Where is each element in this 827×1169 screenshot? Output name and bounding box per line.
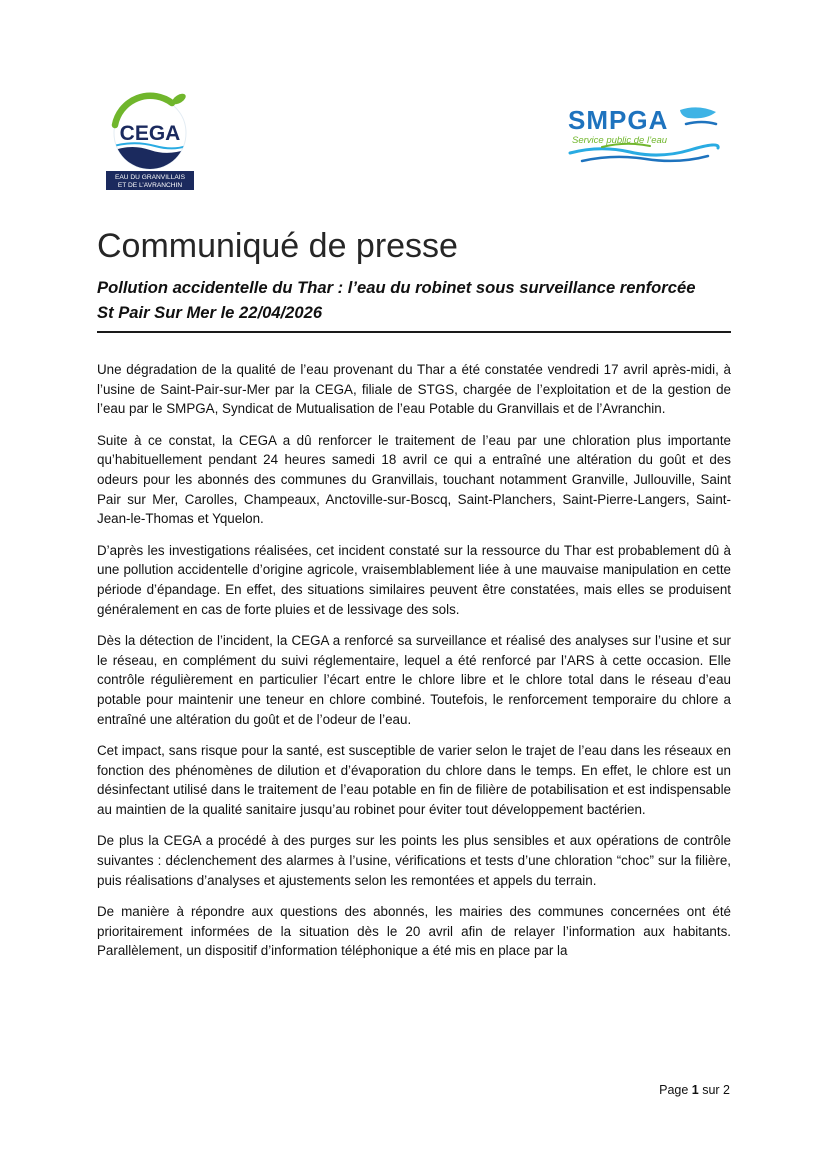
smpga-tagline-text: Service public de l’eau [572,135,668,146]
paragraph: Cet impact, sans risque pour la santé, est susceptible de varier selon le trajet de l’eau dans les réseaux en fonction des phénomènes de dilution et d’évaporation du chlore dans le temps. En effet, le chlore est un désinfectant utilisé dans le traitement de l’eau potable en fin de filière de potabilisation et est indispensable au maintien de la qualité sanitaire jusqu’au robinet pour éviter tout développement bactérien. [97,743,731,817]
cega-logo [105,92,195,195]
cega-logo-text: CEGA [119,122,181,145]
subtitle-block [97,275,731,333]
paragraph: D’après les investigations réalisées, cet incident constaté sur la ressource du Thar est probablement dû à une pollution accidentelle d’origine agricole, vraisemblablement liée à une mauvaise manipulation en cette période d’épandage. En effet, des situations similaires peuvent être constatées, mais elles se produisent généralement en cas de forte pluies et de lessivage des sols. [97,542,731,617]
cega-tagline-line2: ET DE L’AVRANCHIN [117,182,183,189]
cega-tagline-line1: EAU DU GRANVILLAIS [115,174,185,181]
document-header [97,226,731,333]
paragraph: Suite à ce constat, la CEGA a dû renforcer le traitement de l’eau par une chloration plus importante qu’habituellement pendant 24 heures samedi 18 avril ce qui a entraîné une altération du goût et des odeurs pour les abonnés des communes du Granvillais, touchant notamment Granville, Jullouville, Saint Pair sur Mer, Carolles, Champeaux, Anctoville-sur-Boscq, Saint-Planchers, Saint-Pierre-Langers, Saint-Jean-le-Thomas et Yquelon. [97,432,731,527]
smpga-logo [568,104,720,173]
paragraph: De manière à répondre aux questions des abonnés, les mairies des communes concernées ont été prioritairement informées de la situation dès le 20 avril afin de relayer l’information aux habitants. Parallèlement, un dispositif d’information téléphonique a été mis en place par la [97,904,731,959]
document-dateline: St Pair Sur Mer le 22/04/2026 [97,303,323,322]
document-subtitle: Pollution accidentelle du Thar : l’eau du robinet sous surveillance renforcée [97,278,696,297]
smpga-logo-icon [568,104,720,168]
smpga-logo-text: SMPGA [568,105,669,135]
paragraph: Dès la détection de l’incident, la CEGA a renforcé sa surveillance et réalisé des analyses sur l’usine et sur le réseau, en complément du suivi réglementaire, lequel a été renforcé par l’ARS à cette occasion. Elle contrôle régulièrement en particulier l’écart entre le chlore libre et le chlore total dans le réseau d’eau potable pour maintenir une teneur en chlore combiné. Toutefois, le renforcement temporaire du chlore a entraîné une altération du goût et de l’odeur de l’eau. [97,633,731,727]
footer-page-suffix: sur 2 [698,1083,730,1097]
page-footer [659,1083,730,1097]
document-body [97,360,731,973]
footer-page-number: 1 [691,1083,699,1097]
cega-logo-icon [105,92,195,190]
logo-row [97,92,730,195]
page-title: Communiqué de presse [97,227,458,265]
paragraph: Une dégradation de la qualité de l’eau provenant du Thar a été constatée vendredi 17 avril après-midi, à l’usine de Saint-Pair-sur-Mer par la CEGA, filiale de STGS, chargée de l’exploitation et de la gestion de l’eau par le SMPGA, Syndicat de Mutualisation de l’eau Potable du Granvillais et de l’Avranchin. [97,362,731,417]
paragraph: De plus la CEGA a procédé à des purges sur les points les plus sensibles et aux opérations de contrôle suivantes : déclenchement des alarmes à l’usine, vérifications et tests d’une chloration “choc” sur la filière, puis réalisations d’analyses et ajustements selon les remontées et appels du terrain. [97,833,731,888]
footer-page-prefix: Page [659,1083,692,1097]
